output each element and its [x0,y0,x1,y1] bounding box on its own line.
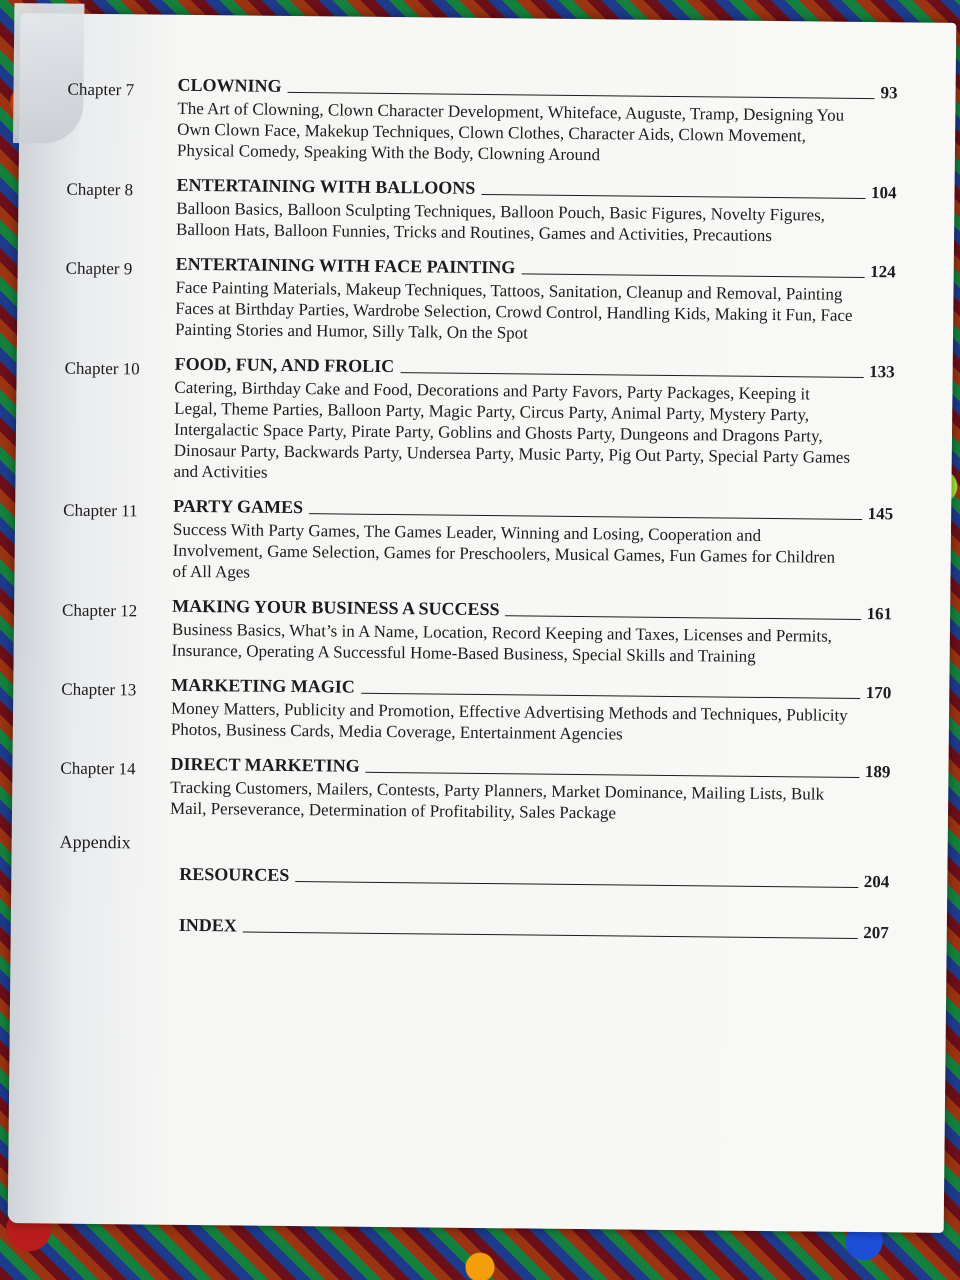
chapter-title: FOOD, FUN, AND FROLIC [174,353,395,377]
toc-entry-chapter-10 [63,353,894,490]
toc-entry-chapter-7 [67,74,898,169]
page-number: 170 [865,683,892,703]
appendix-title: INDEX [178,914,237,936]
chapter-body [177,75,898,169]
toc-entry-chapter-14 [60,753,891,827]
chapter-topics: Success With Party Games, The Games Leader, Winning and Losing, Cooperation and Involvement, Game Selection, Games for Preschoolers, Musical Games, Fun Games for Children of All Ages [172,519,836,582]
chapter-topics: The Art of Clowning, Clown Character Development, Whiteface, Auguste, Tramp, Designing You Own Clown Face, Makekup Techniques, Clown Clothes, Character Aids, Clown Movement, Physical Comedy, Speaking With the Body, Clowning Around [176,98,845,165]
leader-line [288,92,875,99]
leader-line [309,513,862,520]
chapter-label: Chapter 14 [60,758,136,779]
chapter-body [173,354,894,490]
toc-entry-chapter-8 [66,174,897,248]
chapter-label: Chapter 10 [64,358,140,379]
toc-entry-chapter-11 [62,495,893,590]
leader-line [521,273,864,278]
toc-entry-chapter-9 [65,253,896,348]
page-number: 204 [863,872,890,892]
leader-line [295,881,857,888]
chapter-topics: Money Matters, Publicity and Promotion, Effective Advertising Methods and Techniques, Publicity Photos, Business Cards, Media Coverage, Entertainment Agencies [170,698,848,744]
chapter-title: CLOWNING [177,74,282,96]
chapter-topics: Face Painting Materials, Makeup Techniques, Tattoos, Sanitation, Cleanup and Removal, Painting Faces at Birthday Parties, Wardrobe Selection, Crowd Control, Handling Kids, Making it Fun, Face Painting Stories and Humor, Silly Talk, On the Spot [174,277,853,343]
page-number: 133 [869,362,895,382]
chapter-topics: Catering, Birthday Cake and Food, Decorations and Party Favors, Party Packages, Keeping it Legal, Theme Parties, Balloon Party, Magic Party, Circus Party, Animal Party, Mystery Party, Intergalactic Space Party, Pirate Party, Goblins and Ghosts Party, Dungeons and Dragons Party, Dinosaur Party, Backwards Party, Undersea Party, Music Party, Pig Out Party, Special Party Games and Activities [173,377,851,482]
page-number: 161 [866,604,893,624]
leader-line [505,615,860,620]
chapter-title: MARKETING MAGIC [171,674,355,697]
chapter-title: PARTY GAMES [173,495,304,518]
leader-line [366,772,859,778]
page-number: 145 [867,504,894,524]
chapter-title: MAKING YOUR BUSINESS A SUCCESS [172,595,500,620]
page-number: 189 [864,762,891,782]
chapter-label: Chapter 12 [62,600,138,621]
page-number: 124 [870,262,896,282]
page-number: 93 [880,83,898,103]
leader-line [361,693,860,699]
chapter-topics: Business Basics, What’s in A Name, Location, Record Keeping and Taxes, Licenses and Permits, Insurance, Operating A Successful Home-Based Business, Special Skills and Training [171,619,833,666]
leader-line [243,932,857,939]
chapter-body [176,175,897,248]
page-number: 207 [863,923,889,943]
chapter-label: Chapter 9 [65,258,133,279]
chapter-body [175,254,896,348]
chapter-body [172,596,893,669]
chapter-title: ENTERTAINING WITH FACE PAINTING [175,253,516,278]
chapter-topics: Balloon Basics, Balloon Sculpting Techniques, Balloon Pouch, Basic Figures, Novelty Figures, Balloon Hats, Balloon Funnies, Tricks and Routines, Games and Activities, Precautions [176,198,826,246]
chapter-topics: Tracking Customers, Mailers, Contests, Party Planners, Market Dominance, Mailing Lists, Bulk Mail, Perseverance, Determination of Profitability, Sales Package [169,777,825,823]
appendix-entry-resources [179,864,889,892]
chapter-title: DIRECT MARKETING [170,753,360,776]
chapter-label: Chapter 13 [61,679,137,700]
chapter-body [172,496,893,590]
leader-line [400,372,863,378]
book-page [8,13,957,1233]
toc-entry-chapter-12 [62,595,893,669]
toc-entry-chapter-13 [61,674,892,748]
appendix-entry-index [179,915,889,943]
page-number: 104 [870,183,897,203]
chapter-label: Chapter 8 [66,179,134,200]
chapter-title: ENTERTAINING WITH BALLOONS [176,174,476,198]
appendix-title: RESOURCES [179,863,290,885]
chapter-body [170,754,891,827]
leader-line [481,194,865,199]
table-of-contents [58,74,897,974]
chapter-label: Chapter 11 [63,500,138,521]
chapter-label: Chapter 7 [67,79,135,100]
chapter-body [171,675,892,748]
appendix-label: Appendix [59,831,131,853]
